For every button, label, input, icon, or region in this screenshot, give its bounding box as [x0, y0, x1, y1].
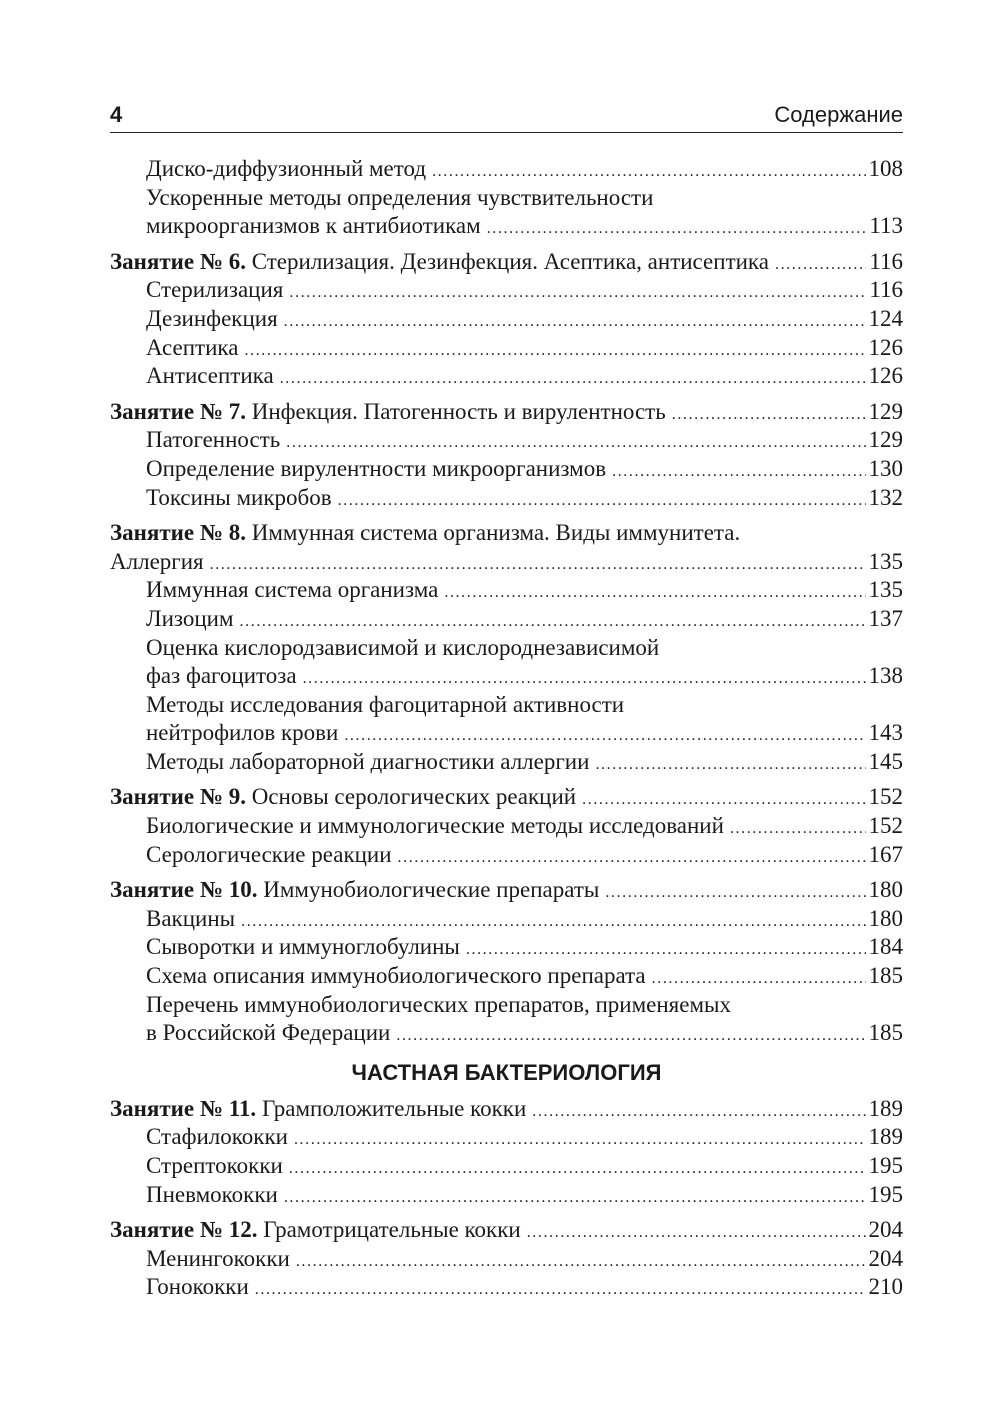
- lesson-label: Занятие № 8.: [110, 520, 246, 546]
- lesson-entry: [110, 1216, 903, 1245]
- page-ref: 129: [868, 427, 903, 453]
- dot-leader: [432, 158, 865, 187]
- lesson-entry: [110, 248, 903, 277]
- lesson-label: Занятие № 7.: [110, 398, 246, 424]
- toc-entry: [110, 1245, 903, 1274]
- entry-title: Серологические реакции: [146, 841, 392, 867]
- toc-line: [110, 1152, 903, 1181]
- toc-entry: [110, 748, 903, 777]
- dot-leader: [582, 786, 865, 815]
- entry-title: Диско-диффузионный метод: [146, 156, 427, 181]
- dot-leader: [652, 965, 866, 994]
- page-ref: 126: [868, 334, 903, 360]
- entry-title: микроорганизмов к антибиотикам: [146, 213, 481, 239]
- page-header: [110, 100, 903, 133]
- toc-line: [110, 1273, 903, 1302]
- page-ref: 204: [868, 1217, 903, 1243]
- toc-line: [110, 334, 903, 363]
- toc-line: [110, 305, 903, 334]
- toc-intro-entries: [110, 155, 903, 241]
- toc-entry: [110, 305, 903, 334]
- toc-line: [110, 1019, 903, 1048]
- page-ref: 189: [868, 1095, 903, 1121]
- lesson-block: [110, 1216, 903, 1302]
- toc-line: [110, 783, 903, 812]
- page-ref: 210: [868, 1274, 903, 1300]
- page-ref: 180: [868, 905, 903, 931]
- dot-leader: [289, 1155, 866, 1184]
- entry-title: Лизоцим: [146, 605, 234, 631]
- lesson-block: [110, 519, 903, 776]
- toc-line: [110, 155, 903, 184]
- entry-title: Перечень иммунобиологических препаратов, применяемых: [146, 991, 731, 1017]
- toc-line: [110, 426, 903, 455]
- page-number: 4: [110, 102, 123, 127]
- lesson-entry: [110, 398, 903, 427]
- lesson-label: Занятие № 12.: [110, 1217, 258, 1243]
- dot-leader: [280, 365, 866, 394]
- toc-line: [110, 398, 903, 427]
- toc-entry: [110, 184, 903, 241]
- page-ref: 138: [868, 663, 903, 689]
- toc-entry: [110, 1123, 903, 1152]
- toc-entry: [110, 841, 903, 870]
- dot-leader: [244, 337, 865, 366]
- toc-line: [110, 933, 903, 962]
- page-ref: 195: [868, 1153, 903, 1178]
- entry-title: Дезинфекция: [146, 305, 278, 331]
- page-ref: 116: [869, 277, 903, 303]
- lesson-block: [110, 248, 903, 391]
- page-ref: 143: [868, 720, 903, 746]
- dot-leader: [344, 722, 865, 751]
- toc-line: [110, 1095, 903, 1124]
- lesson-entry: [110, 783, 903, 812]
- running-head: Содержание: [774, 102, 903, 127]
- toc-line: [110, 248, 903, 277]
- entry-title: Методы исследования фагоцитарной активности: [146, 691, 625, 717]
- page-ref: 152: [868, 784, 903, 810]
- section-title: ЧАСТНАЯ БАКТЕРИОЛОГИЯ: [351, 1059, 662, 1085]
- page-ref: 167: [868, 841, 903, 867]
- toc-line: [110, 812, 903, 841]
- toc-entry: [110, 605, 903, 634]
- dot-leader: [294, 1126, 866, 1155]
- entry-title: Занятие № 12. Грамотрицательные кокки: [110, 1217, 521, 1243]
- entry-title: Занятие № 6. Стерилизация. Дезинфекция. Асептика, антисептика: [110, 248, 769, 274]
- page-ref: 108: [868, 156, 903, 181]
- toc-line: [110, 1216, 903, 1245]
- page-ref: 180: [868, 877, 903, 903]
- entry-title: Пневмококки: [146, 1181, 278, 1207]
- toc-line: [110, 1181, 903, 1210]
- entry-title: Занятие № 11. Грамположительные кокки: [110, 1095, 527, 1121]
- entry-title: Биологические и иммунологические методы исследований: [146, 813, 724, 839]
- dot-leader: [487, 215, 867, 244]
- toc-entry: [110, 1181, 903, 1210]
- toc-entry: [110, 812, 903, 841]
- page-ref: 132: [868, 484, 903, 510]
- toc-lessons-general: [110, 248, 903, 1048]
- entry-title: Стрептококки: [146, 1153, 283, 1178]
- page-ref: 113: [869, 213, 903, 239]
- dot-leader: [527, 1219, 866, 1248]
- toc-entry: [110, 276, 903, 305]
- dot-leader: [241, 908, 865, 937]
- lesson-entry: [110, 876, 903, 905]
- dot-leader: [303, 665, 866, 694]
- entry-title: Ускоренные методы определения чувствительности: [146, 184, 654, 210]
- dot-leader: [284, 308, 866, 337]
- page-ref: 185: [868, 963, 903, 989]
- page-ref: 135: [868, 577, 903, 603]
- dot-leader: [398, 844, 866, 873]
- page-ref: 129: [868, 398, 903, 424]
- dot-leader: [289, 279, 866, 308]
- toc-line: [110, 905, 903, 934]
- entry-title: Гонококки: [146, 1274, 249, 1300]
- entry-title: Асептика: [146, 334, 239, 360]
- lesson-label: Занятие № 9.: [110, 784, 246, 810]
- toc-line: [110, 455, 903, 484]
- lesson-entry: [110, 519, 903, 576]
- toc-entry: [110, 905, 903, 934]
- toc-line: [110, 184, 903, 213]
- page-ref: 184: [868, 934, 903, 960]
- toc-entry: [110, 155, 903, 184]
- toc-lessons-bacteriology: [110, 1095, 903, 1302]
- dot-leader: [672, 401, 866, 430]
- entry-title: Занятие № 10. Иммунобиологические препараты: [110, 877, 600, 903]
- page-ref: 189: [868, 1124, 903, 1150]
- toc-entry: [110, 576, 903, 605]
- entry-title: Стафилококки: [146, 1124, 288, 1150]
- lesson-label: Занятие № 11.: [110, 1095, 257, 1121]
- table-of-contents: [110, 155, 903, 1302]
- dot-leader: [284, 1184, 866, 1213]
- page-ref: 137: [868, 605, 903, 631]
- dot-leader: [444, 579, 865, 608]
- dot-leader: [286, 429, 865, 458]
- dot-leader: [296, 1248, 866, 1277]
- entry-title: Стерилизация: [146, 277, 284, 303]
- dot-leader: [240, 608, 866, 637]
- toc-entry: [110, 426, 903, 455]
- dot-leader: [338, 487, 866, 516]
- page-ref: 116: [869, 248, 903, 274]
- toc-line: [110, 576, 903, 605]
- toc-entry: [110, 933, 903, 962]
- toc-line: [110, 362, 903, 391]
- entry-title: Антисептика: [146, 363, 274, 389]
- dot-leader: [730, 815, 866, 844]
- toc-line: [110, 605, 903, 634]
- entry-title: Методы лабораторной диагностики аллергии: [146, 748, 590, 774]
- entry-title: Схема описания иммунобиологического препарата: [146, 963, 646, 989]
- toc-line: [110, 634, 903, 663]
- toc-line: [110, 748, 903, 777]
- page-ref: 135: [868, 548, 903, 574]
- dot-leader: [775, 251, 866, 280]
- entry-title: Патогенность: [146, 427, 281, 453]
- page-ref: 145: [868, 748, 903, 774]
- page-ref: 195: [868, 1181, 903, 1207]
- page-ref: 185: [868, 1020, 903, 1046]
- entry-title: Иммунная система организма: [146, 577, 439, 603]
- toc-line: [110, 1245, 903, 1274]
- toc-line: [110, 719, 903, 748]
- lesson-block: [110, 783, 903, 869]
- entry-title: Вакцины: [146, 905, 236, 931]
- toc-line: [110, 962, 903, 991]
- toc-line: [110, 841, 903, 870]
- page-ref: 152: [868, 813, 903, 839]
- page-ref: 130: [868, 455, 903, 481]
- entry-title: Оценка кислородзависимой и кислороднезависимой: [146, 634, 660, 660]
- entry-title: Сыворотки и иммуноглобулины: [146, 934, 460, 960]
- toc-line: [110, 484, 903, 513]
- toc-line: [110, 876, 903, 905]
- dot-leader: [532, 1098, 865, 1127]
- entry-title: Токсины микробов: [146, 484, 332, 510]
- dot-leader: [466, 936, 866, 965]
- toc-line: [110, 991, 903, 1020]
- toc-line: [110, 276, 903, 305]
- dot-leader: [255, 1276, 866, 1305]
- toc-entry: [110, 1152, 903, 1181]
- toc-entry: [110, 991, 903, 1048]
- lesson-block: [110, 876, 903, 1048]
- entry-title: фаз фагоцитоза: [146, 663, 297, 689]
- toc-entry: [110, 362, 903, 391]
- lesson-entry: [110, 1095, 903, 1124]
- entry-title: Занятие № 9. Основы серологических реакций: [110, 784, 577, 810]
- page-ref: 126: [868, 363, 903, 389]
- dot-leader: [605, 879, 865, 908]
- entry-title: нейтрофилов крови: [146, 720, 339, 746]
- toc-entry: [110, 962, 903, 991]
- toc-line: [110, 548, 903, 577]
- entry-title: Аллергия: [110, 548, 204, 574]
- lesson-label: Занятие № 10.: [110, 877, 258, 903]
- toc-entry: [110, 634, 903, 691]
- page-ref: 124: [868, 305, 903, 331]
- lesson-block: [110, 1095, 903, 1209]
- dot-leader: [396, 1022, 865, 1051]
- dot-leader: [612, 458, 865, 487]
- toc-line: [110, 1123, 903, 1152]
- dot-leader: [595, 751, 865, 780]
- lesson-block: [110, 398, 903, 512]
- entry-title: Менингококки: [146, 1245, 290, 1271]
- entry-title: в Российской Федерации: [146, 1020, 391, 1046]
- toc-line: [110, 212, 903, 241]
- toc-entry: [110, 484, 903, 513]
- toc-entry: [110, 334, 903, 363]
- entry-title: Занятие № 7. Инфекция. Патогенность и вирулентность: [110, 398, 666, 424]
- dot-leader: [210, 551, 866, 580]
- lesson-label: Занятие № 6.: [110, 248, 246, 274]
- toc-line: [110, 662, 903, 691]
- toc-entry: [110, 455, 903, 484]
- toc-entry: [110, 691, 903, 748]
- toc-entry: [110, 1273, 903, 1302]
- page-ref: 204: [868, 1245, 903, 1271]
- entry-title: Определение вирулентности микроорганизмов: [146, 455, 607, 481]
- toc-line: [110, 519, 903, 548]
- entry-title: Занятие № 8. Иммунная система организма. Виды иммунитета.: [110, 520, 741, 546]
- toc-line: [110, 691, 903, 720]
